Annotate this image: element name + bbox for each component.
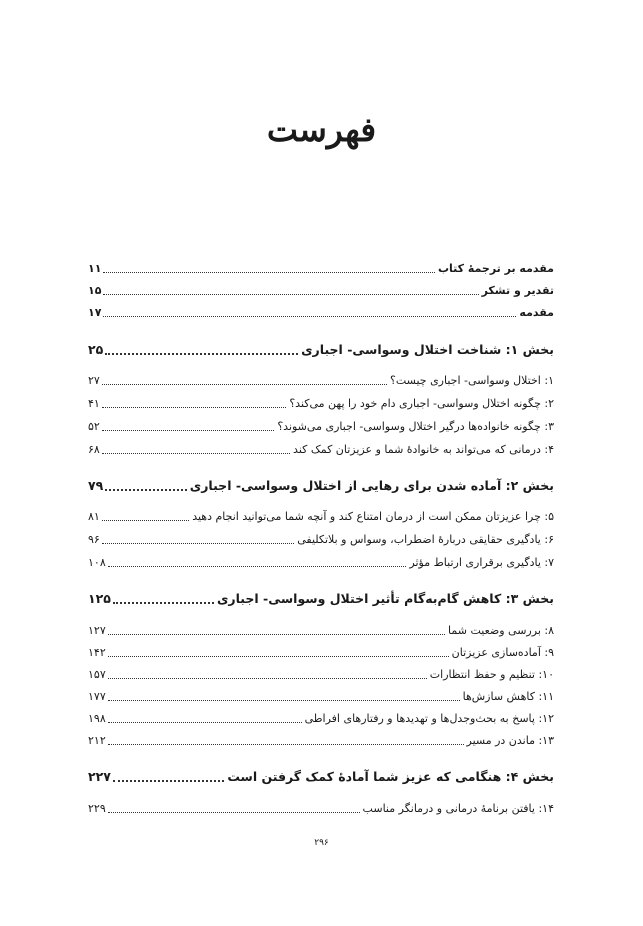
- leader-dots: [102, 429, 275, 431]
- toc-section-page: ۲۲۷: [88, 769, 111, 784]
- leader-dots: [103, 271, 435, 273]
- toc-chapter-9[interactable]: [88, 642, 554, 660]
- toc-entry-label: ۸: بررسی وضعیت شما: [448, 624, 554, 637]
- toc-section-label: بخش ۴: هنگامی که عزیز شما آمادۀ کمک گرفتن است: [227, 769, 554, 784]
- toc-entry-label: ۱: اختلال وسواسی- اجباری چیست؟: [390, 374, 554, 387]
- toc-section-label: بخش ۲: آماده شدن برای رهایی از اختلال وسواسی- اجباری: [189, 478, 554, 493]
- toc-entry-label: ۳: چگونه خانواده‌ها درگیر اختلال وسواسی- اجباری می‌شوند؟: [277, 420, 554, 433]
- leader-dots: [102, 452, 290, 454]
- toc-entry-page: ۱۷۷: [88, 690, 106, 703]
- leader-dots: [105, 488, 186, 491]
- leader-dots: [105, 352, 298, 355]
- toc-entry-page: ۲۲۹: [88, 802, 106, 815]
- page-number: ۲۹۶: [314, 838, 329, 848]
- toc-entry-label: ۹: آماده‌سازی عزیزتان: [451, 646, 554, 659]
- toc-section-page: ۷۹: [88, 478, 104, 493]
- toc-chapter-7[interactable]: [88, 552, 554, 570]
- toc-chapter-14[interactable]: [88, 798, 554, 816]
- leader-dots: [108, 699, 460, 701]
- toc-entry-page: ۱۰۸: [88, 556, 106, 569]
- leader-dots: [108, 565, 407, 567]
- toc-chapter-5[interactable]: [88, 506, 554, 524]
- toc-chapter-4[interactable]: [88, 439, 554, 457]
- toc-entry-label: تقدیر و تشکر: [481, 284, 554, 297]
- toc-entry-label: ۱۳: ماندن در مسیر: [466, 734, 554, 747]
- toc-entry-label: ۶: یادگیری حقایقی دربارۀ اضطراب، وسواس و بلاتکلیفی: [297, 533, 554, 546]
- toc-entry-label: ۱۱: کاهش سازش‌ها: [462, 690, 554, 703]
- toc-chapter-11[interactable]: [88, 686, 554, 704]
- leader-dots: [108, 655, 449, 657]
- toc-chapter-13[interactable]: [88, 730, 554, 748]
- leader-dots: [108, 811, 360, 813]
- toc-entry-acknowledgments[interactable]: [88, 280, 554, 298]
- leader-dots: [108, 721, 302, 723]
- toc-entry-page: ۲۷: [88, 374, 100, 387]
- toc-entry-label: ۴: درمانی که می‌تواند به خانوادۀ شما و عزیزتان کمک کند: [293, 443, 554, 456]
- toc-entry-label: ۵: چرا عزیزتان ممکن است از درمان امتناع کند و آنچه شما می‌توانید انجام دهید: [192, 510, 554, 523]
- toc-chapter-6[interactable]: [88, 529, 554, 547]
- toc-entry-label: ۲: چگونه اختلال وسواسی- اجباری دام خود را پهن می‌کند؟: [289, 397, 554, 410]
- toc-chapter-2[interactable]: [88, 393, 554, 411]
- toc-entry-page: ۲۱۲: [88, 734, 106, 747]
- toc-entry-page: ۱۵: [88, 284, 102, 297]
- toc-entry-page: ۱۲۷: [88, 624, 106, 637]
- leader-dots: [108, 633, 445, 635]
- toc-entry-translation-intro[interactable]: [88, 258, 554, 276]
- toc-entry-label: ۱۴: یافتن برنامۀ درمانی و درمانگر مناسب: [362, 802, 554, 815]
- page-title: فهرست: [266, 110, 377, 149]
- toc-entry-introduction[interactable]: [88, 302, 554, 320]
- toc-chapter-8[interactable]: [88, 620, 554, 638]
- toc-section-page: ۲۵: [88, 342, 104, 357]
- toc-entry-label: ۱۰: تنظیم و حفظ انتظارات: [429, 668, 554, 681]
- toc-chapter-1[interactable]: [88, 370, 554, 388]
- leader-dots: [113, 601, 214, 604]
- toc-entry-label: مقدمه: [519, 306, 554, 319]
- leader-dots: [102, 383, 387, 385]
- leader-dots: [103, 315, 516, 317]
- toc-entry-page: ۱۱: [88, 262, 102, 275]
- toc-entry-label: مقدمه بر ترجمۀ کتاب: [437, 262, 554, 275]
- toc-section-page: ۱۲۵: [88, 591, 111, 606]
- toc-entry-page: ۱۴۲: [88, 646, 106, 659]
- leader-dots: [108, 677, 427, 679]
- toc-entry-page: ۶۸: [88, 443, 100, 456]
- toc-section-4[interactable]: [88, 767, 554, 785]
- leader-dots: [108, 743, 464, 745]
- leader-dots: [113, 779, 224, 782]
- toc-entry-label: ۱۲: پاسخ به بحث‌وجدل‌ها و تهدیدها و رفتارهای افراطی: [304, 712, 554, 725]
- toc-section-1[interactable]: [88, 340, 554, 358]
- toc-entry-label: ۷: یادگیری برقراری ارتباط مؤثر: [409, 556, 554, 569]
- leader-dots: [102, 406, 287, 408]
- toc-entry-page: ۴۱: [88, 397, 100, 410]
- leader-dots: [102, 542, 294, 544]
- toc-section-3[interactable]: [88, 589, 554, 607]
- toc-section-2[interactable]: [88, 476, 554, 494]
- toc-entry-page: ۱۵۷: [88, 668, 106, 681]
- toc-section-label: بخش ۳: کاهش گام‌به‌گام تأثیر اختلال وسواسی- اجباری: [216, 591, 554, 606]
- toc-chapter-12[interactable]: [88, 708, 554, 726]
- toc-section-label: بخش ۱: شناخت اختلال وسواسی- اجباری: [301, 342, 554, 357]
- toc-entry-page: ۱۹۸: [88, 712, 106, 725]
- leader-dots: [103, 293, 478, 295]
- toc-entry-page: ۸۱: [88, 510, 100, 523]
- toc-entry-page: ۹۶: [88, 533, 100, 546]
- toc-chapter-3[interactable]: [88, 416, 554, 434]
- toc-chapter-10[interactable]: [88, 664, 554, 682]
- toc-entry-page: ۵۲: [88, 420, 100, 433]
- leader-dots: [102, 519, 189, 521]
- toc-entry-page: ۱۷: [88, 306, 102, 319]
